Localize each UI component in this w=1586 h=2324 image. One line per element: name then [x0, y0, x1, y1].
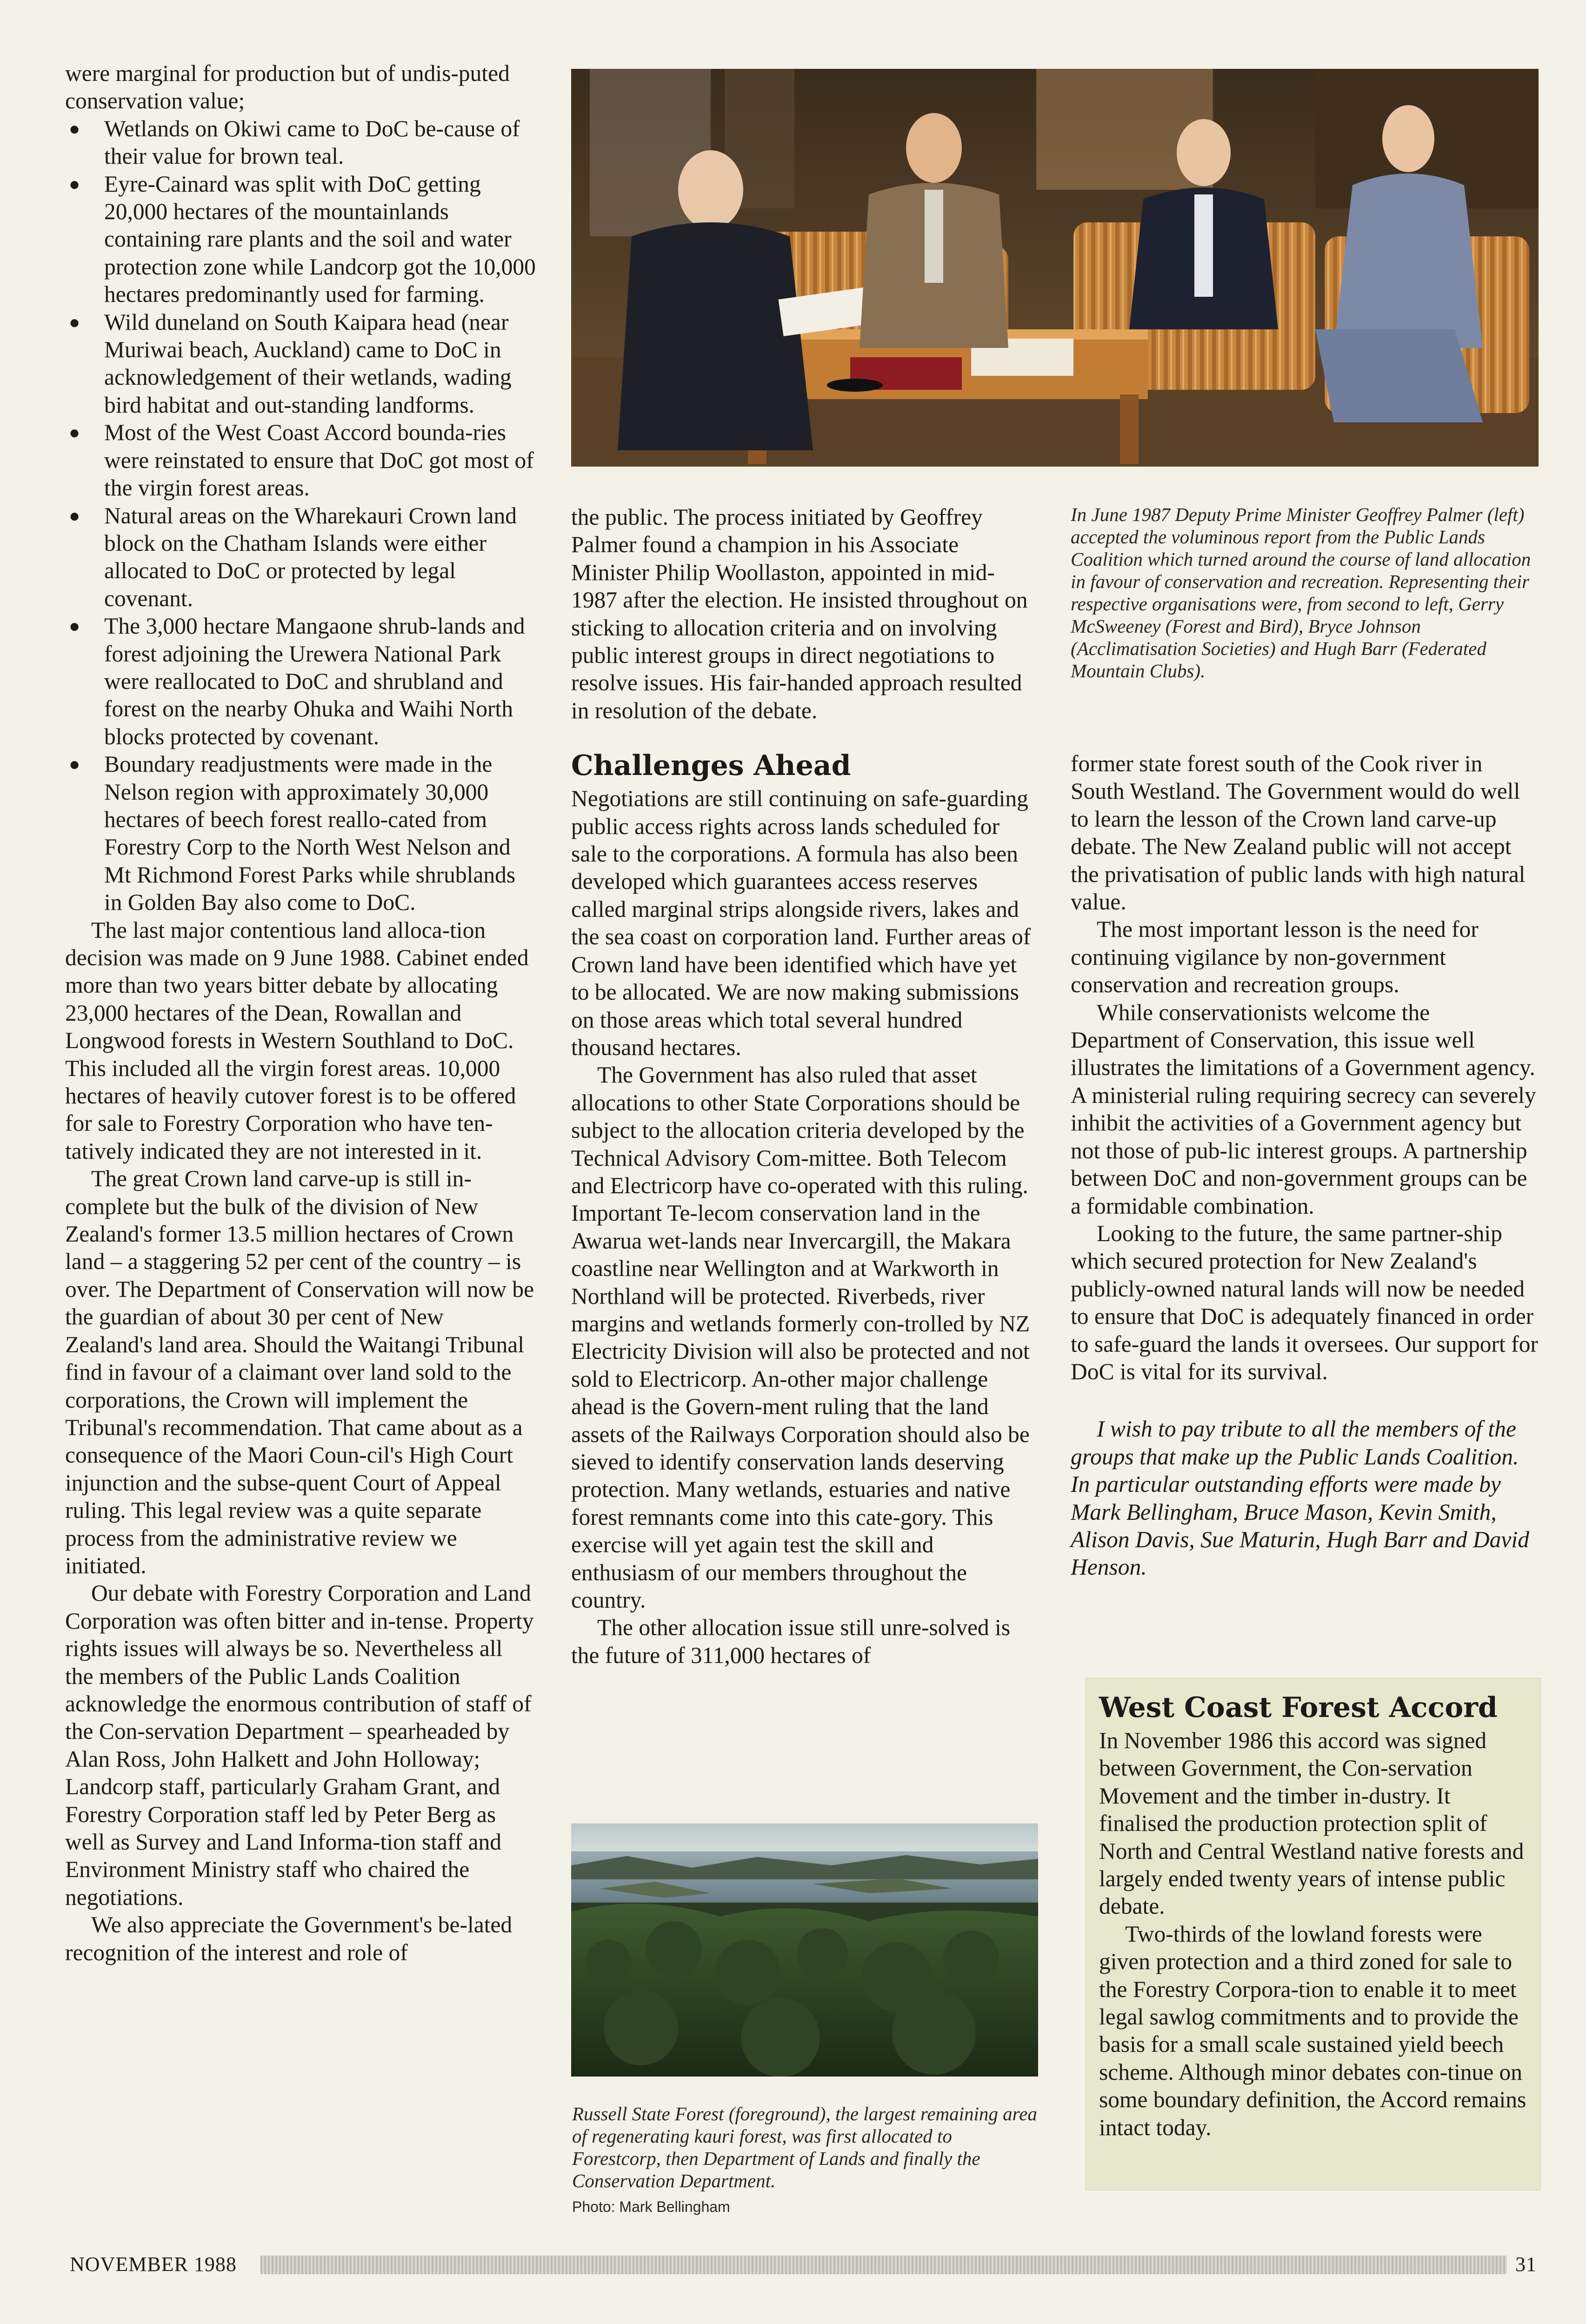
paragraph: Negotiations are still continuing on safe-guarding public access rights across lands scheduled for sale to the corporations. A formula has also been developed which guarantees access reserves called marginal strips alongside rivers, lakes and the sea coast on corporation land. Further areas of Crown land have been identified which have yet to be allocated. We are now making submissions on those areas which total several hundred thousand hectares.: [571, 786, 1031, 1060]
section-heading-challenges: Challenges Ahead: [571, 749, 851, 782]
list-item: ● Eyre-Cainard was split with DoC getting 20,000 hectares of the mountainlands containing rare plants and the soil and water protection zone while Landcorp got the 10,000 hectares predominantly used for farming.: [65, 170, 536, 308]
paragraph: Our debate with Forestry Corporation and Land Corporation was often bitter and in-tense. Property rights issues will always be so. Nevertheless all the members of the Public Lands Coalition acknowledge the enormous contribution of staff of the Con-servation Department – spearheaded by Alan Ross, John Halkett and John Holloway; Landcorp staff, particularly Graham Grant, and Forestry Corporation staff led by Peter Berg as well as Survey and Land Informa-tion staff and Environment Ministry staff who chaired the negotiations.: [65, 1580, 534, 1910]
page-number: 31: [1515, 2253, 1537, 2276]
paragraph: The other allocation issue still unre-solved is the future of 311,000 hectares of: [571, 1615, 1011, 1668]
list-item: ● Natural areas on the Wharekauri Crown land block on the Chatham Islands were either allocated to DoC or protected by legal covenant.: [65, 502, 536, 613]
paragraph: Two-thirds of the lowland forests were given protection and a third zoned for sale to the Forestry Corpora-tion to enable it to meet legal sawlog commitments and to provide the basis for a small scale sustained yield beech scheme. Although minor debates con-tinue on some boundary definition, the Accord remains intact today.: [1099, 1921, 1526, 2140]
sidebar-heading: West Coast Forest Accord: [1099, 1691, 1498, 1724]
tribute-note: I wish to pay tribute to all the members of the groups that make up the Public Lands Coalition. In particular outstanding efforts were made by Mark Bellingham, Bruce Mason, Kevin Smith, Alison Davis, Sue Maturin, Hugh Barr and David Henson.: [1071, 1416, 1529, 1580]
forest-photo: [571, 1823, 1038, 2077]
list-item: ● Wetlands on Okiwi came to DoC be-cause of their value for brown teal.: [65, 115, 536, 170]
col1-lead: were marginal for production but of undis-puted conservation value;: [65, 60, 510, 114]
paragraph: While conservationists welcome the Department of Conservation, this issue well illustrates the limitations of a Government agency. A ministerial ruling requiring secrecy can severely inhibit the activities of a Government agency but not those of pub-lic interest groups. A partnership between DoC and non-government groups can be a formidable combination.: [1071, 999, 1536, 1219]
paragraph: We also appreciate the Government's be-lated recognition of the interest and role of: [65, 1912, 513, 1965]
paragraph: The great Crown land carve-up is still in-complete but the bulk of the division of New Zealand's former 13.5 million hectares of Crown land – a staggering 52 per cent of the country – is over. The Department of Conservation will now be the guardian of about 30 per cent of New Zealand's land area. Should the Waitangi Tribunal find in favour of a claimant over land sold to the corporations, the Crown will implement the Tribunal's recommendation. That came about as a consequence of the Maori Coun-cil's High Court injunction and the subse-quent Court of Appeal ruling. This legal review was a quite separate process from the administrative review we initiated.: [65, 1166, 534, 1578]
meeting-photo: [571, 69, 1539, 467]
meeting-photo-caption: [1071, 503, 1539, 682]
paragraph: Looking to the future, the same partner-ship which secured protection for New Zealand's publicly-owned natural lands will now be needed to ensure that DoC is adequately financed in order to safe-guard the lands it oversees. Our support for DoC is vital for its survival.: [1071, 1220, 1538, 1384]
forest-photo-image: [571, 1823, 1038, 2077]
paragraph: The Government has also ruled that asset allocations to other State Corporations should be subject to the allocation criteria developed by the Technical Advisory Com-mittee. Both Telecom and Electricorp have co-operated with this ruling. Important Te-lecom conservation land in the Awarua wet-lands near Invercargill, the Makara coastline near Wellington and at Warkworth in Northland will be protected. Riverbeds, river margins and wetlands formerly con-trolled by NZ Electricity Division will also be protected and not sold to Electricorp. An-other major challenge ahead is the Govern-ment ruling that the land assets of the Railways Corporation should also be sieved to identify conservation lands deserving protection. Many wetlands, estuaries and native forest remnants come into this cate-gory. This exercise will yet again test the skill and enthusiasm of our members throughout the country.: [571, 1062, 1030, 1613]
paragraph: the public. The process initiated by Geoffrey Palmer found a champion in his Associate Minister Philip Woollaston, appointed in mid-1987 after the election. He insisted throughout on sticking to allocation criteria and on involving public interest groups in direct negotiations to resolve issues. His fair-handed approach resulted in resolution of the debate.: [571, 504, 1028, 723]
list-item: ● Most of the West Coast Accord bounda-ries were reinstated to ensure that DoC got most of the virgin forest areas.: [65, 419, 536, 501]
column-1: [65, 60, 536, 1966]
meeting-photo-image: [571, 69, 1539, 467]
issue-date: NOVEMBER 1988: [70, 2253, 237, 2276]
photo-credit: Photo: Mark Bellingham: [572, 2198, 730, 2215]
west-coast-accord-box: [1086, 1678, 1541, 2190]
column-2: [571, 503, 1036, 1669]
forest-photo-caption: [572, 2103, 1037, 2218]
allocation-list: [65, 115, 536, 916]
caption-text: In June 1987 Deputy Prime Minister Geoffrey Palmer (left) accepted the voluminous report from the Public Lands Coalition which turned around the course of land allocation in favour of conservation and recreation. Representing their respective organisations were, from second to left, Gerry McSweeney (Forest and Bird), Bryce Johnson (Acclimatisation Societies) and Hugh Barr (Federated Mountain Clubs).: [1071, 504, 1531, 681]
paragraph: former state forest south of the Cook river in South Westland. The Government would do well to learn the lesson of the Crown land carve-up debate. The New Zealand public will not accept the privatisation of public lands with high natural value.: [1071, 751, 1526, 915]
paragraph: The last major contentious land alloca-tion decision was made on 9 June 1988. Cabinet ended more than two years bitter debate by allocating 23,000 hectares of the Dean, Rowallan and Longwood forests in Western Southland to DoC. This included all the virgin forest areas. 10,000 hectares of heavily cutover forest is to be offered for sale to Forestry Corporation who have ten-tatively indicated they are not interested in it.: [65, 917, 529, 1164]
sidebar-content: [1099, 1691, 1527, 2141]
list-item: ● The 3,000 hectare Mangaone shrub-lands and forest adjoining the Urewera National Park were reallocated to DoC and shrubland and forest on the nearby Ohuka and Waihi North blocks protected by covenant.: [65, 612, 536, 750]
footer-rule: [260, 2256, 1507, 2274]
list-item: ● Boundary readjustments were made in the Nelson region with approximately 30,000 hectares of beech forest reallo-cated from Forestry Corp to the North West Nelson and Mt Richmond Forest Parks while shrublands in Golden Bay also come to DoC.: [65, 750, 536, 916]
caption-text: Russell State Forest (foreground), the largest remaining area of regenerating kauri forest, was first allocated to Forestcorp, then Department of Lands and finally the Conservation Department.: [572, 2103, 1037, 2191]
column-3: [1071, 750, 1539, 1581]
paragraph: The most important lesson is the need for continuing vigilance by non-government conservation and recreation groups.: [1071, 916, 1479, 998]
paragraph: In November 1986 this accord was signed between Government, the Con-servation Movement and the timber in-dustry. It finalised the production protection split of North and Central Westland native forests and largely ended twenty years of intense public debate.: [1099, 1728, 1524, 1919]
list-item: ● Wild duneland on South Kaipara head (near Muriwai beach, Auckland) came to DoC in acknowledgement of their wetlands, wading bird habitat and out-standing landforms.: [65, 308, 536, 419]
